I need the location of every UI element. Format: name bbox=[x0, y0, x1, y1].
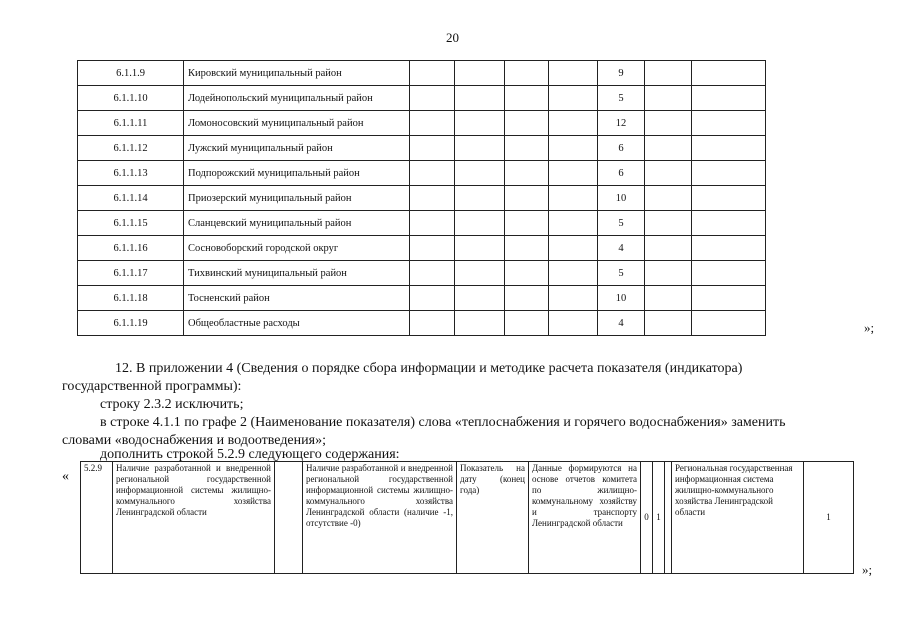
table2-closing-mark: »; bbox=[862, 562, 873, 577]
cell-empty bbox=[645, 311, 692, 336]
cell-empty bbox=[410, 136, 455, 161]
cell-empty bbox=[645, 161, 692, 186]
cell-empty bbox=[549, 161, 598, 186]
cell-empty bbox=[410, 286, 455, 311]
cell-value-b: 1 bbox=[653, 462, 665, 574]
row-code: 6.1.1.10 bbox=[78, 86, 184, 111]
cell-empty bbox=[692, 136, 766, 161]
cell-empty bbox=[549, 236, 598, 261]
cell-empty bbox=[692, 286, 766, 311]
table-row bbox=[78, 236, 766, 261]
cell-empty bbox=[410, 261, 455, 286]
row-code: 6.1.1.15 bbox=[78, 211, 184, 236]
cell-empty bbox=[455, 311, 505, 336]
row-name: Лужский муниципальный район bbox=[184, 136, 410, 161]
row-name: Тихвинский муниципальный район bbox=[184, 261, 410, 286]
cell-empty bbox=[455, 236, 505, 261]
table-row bbox=[78, 311, 766, 336]
cell-empty bbox=[692, 86, 766, 111]
row-value: 5 bbox=[598, 86, 645, 111]
table-row bbox=[78, 286, 766, 311]
cell-empty bbox=[692, 186, 766, 211]
table-row bbox=[81, 462, 854, 574]
cell-source: Данные формируются на основе отчетов комитета по жилищно-коммунальному хозяйству и транспорту Ленинградской области bbox=[529, 462, 641, 574]
cell-value-c: 1 bbox=[804, 462, 854, 574]
table-row bbox=[78, 61, 766, 86]
cell-empty bbox=[665, 462, 672, 574]
cell-value-a: 0 bbox=[641, 462, 653, 574]
cell-empty bbox=[410, 311, 455, 336]
row-name: Сланцевский муниципальный район bbox=[184, 211, 410, 236]
row-code: 6.1.1.11 bbox=[78, 111, 184, 136]
table-row bbox=[78, 261, 766, 286]
row-code: 5.2.9 bbox=[81, 462, 113, 574]
paragraph-12-line2: государственной программы): bbox=[62, 379, 242, 394]
row-code: 6.1.1.19 bbox=[78, 311, 184, 336]
cell-empty bbox=[692, 111, 766, 136]
row-name: Приозерский муниципальный район bbox=[184, 186, 410, 211]
cell-empty bbox=[410, 61, 455, 86]
row-value: 9 bbox=[598, 61, 645, 86]
table-row bbox=[78, 211, 766, 236]
cell-empty bbox=[410, 211, 455, 236]
row-name: Сосновоборский городской округ bbox=[184, 236, 410, 261]
paragraph-add-row: дополнить строкой 5.2.9 следующего содержания: bbox=[100, 447, 400, 462]
cell-empty bbox=[275, 462, 303, 574]
cell-empty bbox=[410, 86, 455, 111]
cell-empty bbox=[549, 311, 598, 336]
cell-empty bbox=[549, 286, 598, 311]
row-code: 6.1.1.16 bbox=[78, 236, 184, 261]
row-value: 10 bbox=[598, 186, 645, 211]
cell-empty bbox=[455, 186, 505, 211]
cell-empty bbox=[505, 86, 549, 111]
table-row bbox=[78, 86, 766, 111]
cell-empty bbox=[549, 86, 598, 111]
cell-empty bbox=[505, 61, 549, 86]
cell-empty bbox=[645, 186, 692, 211]
page-number: 20 bbox=[446, 30, 459, 45]
cell-indicator: Наличие разработанной и внедренной региональной государственной информационной системы жилищно-коммунального хозяйства Ленинградской области (наличие -1, отсутствие -0) bbox=[303, 462, 457, 574]
cell-empty bbox=[505, 286, 549, 311]
row-code: 6.1.1.13 bbox=[78, 161, 184, 186]
cell-empty bbox=[549, 111, 598, 136]
cell-responsible: Региональная государственная информационная система жилищно-коммунального хозяйства Ленинградской области bbox=[672, 462, 804, 574]
row-name: Ломоносовский муниципальный район bbox=[184, 111, 410, 136]
row-value: 6 bbox=[598, 161, 645, 186]
cell-name: Наличие разработанной и внедренной региональной государственной информационной системы жилищно-коммунального хозяйства Ленинградской области bbox=[113, 462, 275, 574]
row-code: 6.1.1.14 bbox=[78, 186, 184, 211]
row-name: Лодейнопольский муниципальный район bbox=[184, 86, 410, 111]
cell-empty bbox=[505, 311, 549, 336]
row-value: 10 bbox=[598, 286, 645, 311]
cell-empty bbox=[645, 61, 692, 86]
cell-period: Показатель на дату (конец года) bbox=[457, 462, 529, 574]
cell-empty bbox=[455, 261, 505, 286]
cell-empty bbox=[455, 286, 505, 311]
table-row bbox=[78, 111, 766, 136]
cell-empty bbox=[455, 136, 505, 161]
table-row bbox=[78, 186, 766, 211]
row-value: 4 bbox=[598, 311, 645, 336]
cell-empty bbox=[455, 211, 505, 236]
districts-table bbox=[77, 60, 766, 336]
row-code: 6.1.1.12 bbox=[78, 136, 184, 161]
new-row-table bbox=[80, 461, 854, 574]
paragraph-12-line1: 12. В приложении 4 (Сведения о порядке сбора информации и методике расчета показателя (индикатора) bbox=[115, 361, 743, 376]
cell-empty bbox=[549, 61, 598, 86]
cell-empty bbox=[455, 61, 505, 86]
row-value: 5 bbox=[598, 211, 645, 236]
table1-closing-mark: »; bbox=[864, 320, 875, 335]
row-value: 4 bbox=[598, 236, 645, 261]
cell-empty bbox=[455, 161, 505, 186]
paragraph-replace-line2: словами «водоснабжения и водоотведения»; bbox=[62, 433, 326, 448]
row-name: Кировский муниципальный район bbox=[184, 61, 410, 86]
cell-empty bbox=[549, 261, 598, 286]
cell-empty bbox=[410, 236, 455, 261]
table2-open-mark: « bbox=[62, 469, 69, 484]
row-code: 6.1.1.9 bbox=[78, 61, 184, 86]
paragraph-replace-line1: в строке 4.1.1 по графе 2 (Наименование показателя) слова «теплоснабжения и горячего водоснабжения» заменить bbox=[100, 415, 786, 430]
cell-empty bbox=[505, 261, 549, 286]
cell-empty bbox=[692, 236, 766, 261]
cell-empty bbox=[505, 111, 549, 136]
cell-empty bbox=[549, 136, 598, 161]
cell-empty bbox=[645, 211, 692, 236]
cell-empty bbox=[645, 136, 692, 161]
cell-empty bbox=[692, 261, 766, 286]
cell-empty bbox=[505, 161, 549, 186]
table-row bbox=[78, 136, 766, 161]
row-name: Подпорожский муниципальный район bbox=[184, 161, 410, 186]
cell-empty bbox=[505, 136, 549, 161]
cell-empty bbox=[455, 111, 505, 136]
cell-empty bbox=[549, 211, 598, 236]
row-value: 6 bbox=[598, 136, 645, 161]
cell-empty bbox=[410, 161, 455, 186]
cell-empty bbox=[410, 186, 455, 211]
cell-empty bbox=[549, 186, 598, 211]
cell-empty bbox=[645, 111, 692, 136]
cell-empty bbox=[410, 111, 455, 136]
cell-empty bbox=[505, 211, 549, 236]
cell-empty bbox=[692, 61, 766, 86]
cell-empty bbox=[455, 86, 505, 111]
cell-empty bbox=[692, 161, 766, 186]
row-code: 6.1.1.18 bbox=[78, 286, 184, 311]
cell-empty bbox=[645, 86, 692, 111]
cell-empty bbox=[645, 236, 692, 261]
cell-empty bbox=[505, 236, 549, 261]
row-name: Общеобластные расходы bbox=[184, 311, 410, 336]
table-row bbox=[78, 161, 766, 186]
row-code: 6.1.1.17 bbox=[78, 261, 184, 286]
cell-empty bbox=[505, 186, 549, 211]
paragraph-delete-row: строку 2.3.2 исключить; bbox=[100, 397, 244, 412]
row-value: 12 bbox=[598, 111, 645, 136]
cell-empty bbox=[692, 211, 766, 236]
cell-empty bbox=[692, 311, 766, 336]
cell-empty bbox=[645, 261, 692, 286]
row-value: 5 bbox=[598, 261, 645, 286]
row-name: Тосненский район bbox=[184, 286, 410, 311]
cell-empty bbox=[645, 286, 692, 311]
